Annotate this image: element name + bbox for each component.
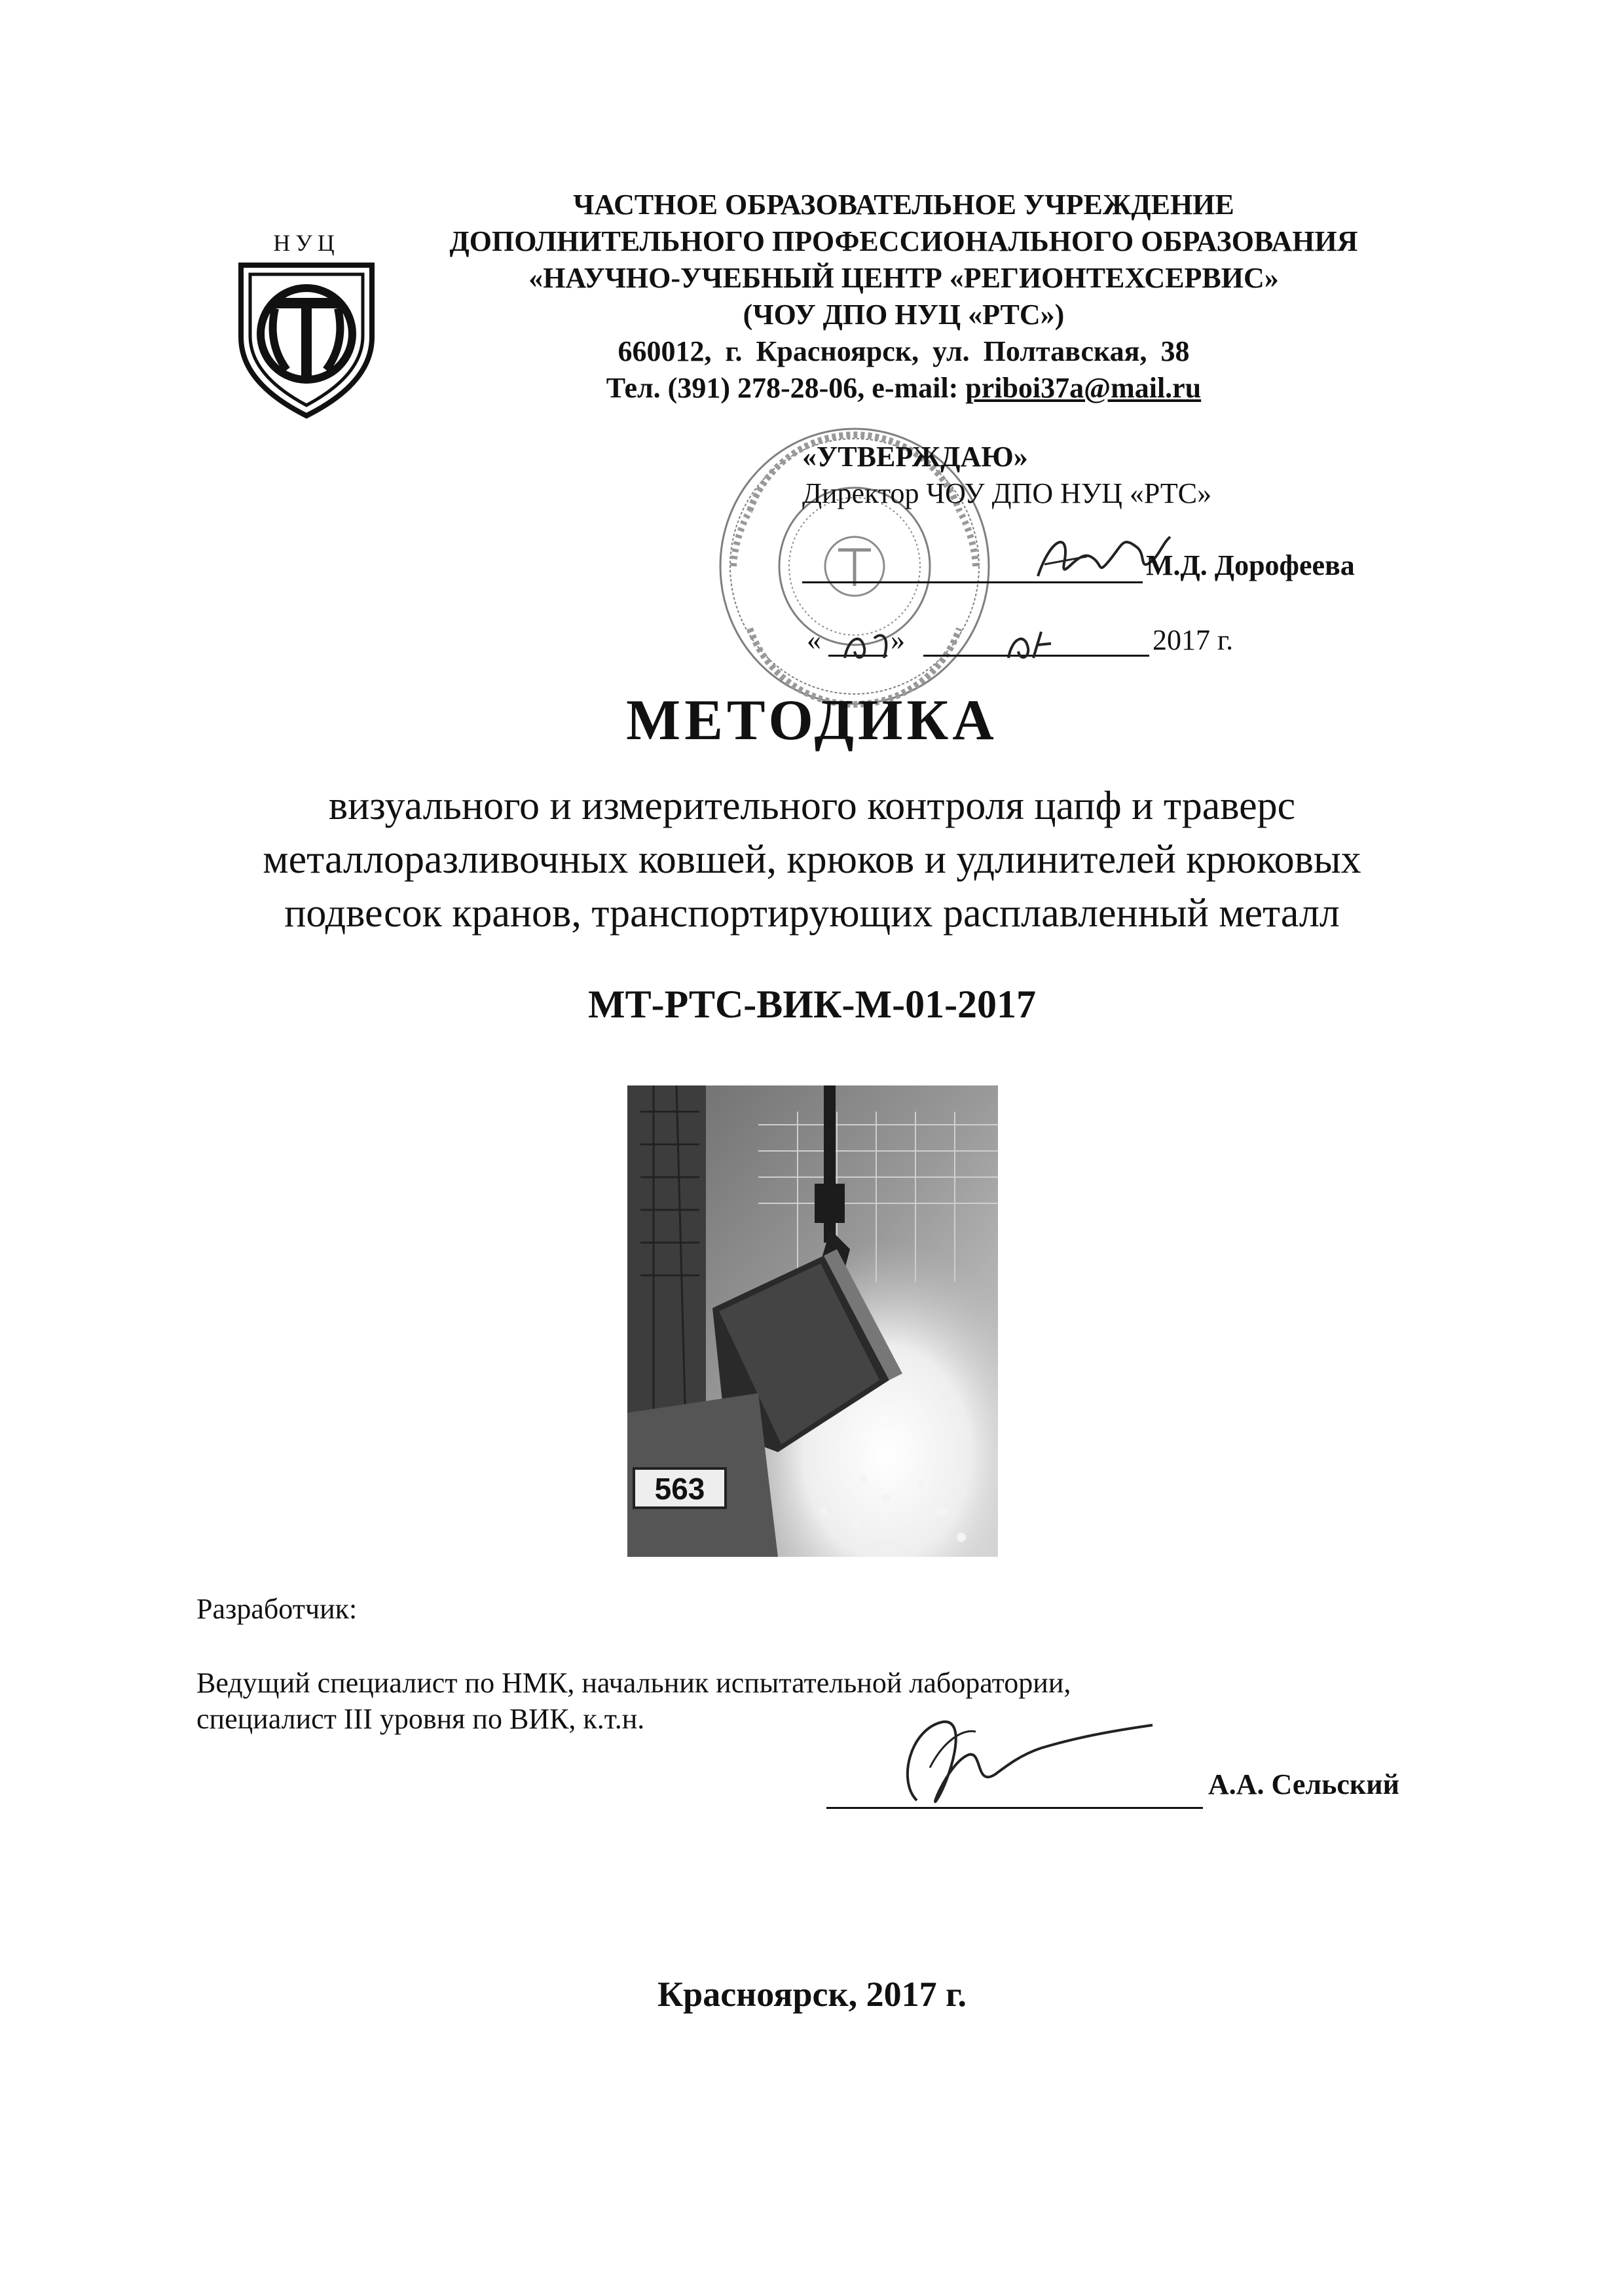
org-line: (ЧОУ ДПО НУЦ «РТС») xyxy=(743,299,1065,331)
org-contacts xyxy=(393,370,1414,407)
document-title: МЕТОДИКА xyxy=(626,689,998,752)
org-line: ЧАСТНОЕ ОБРАЗОВАТЕЛЬНОЕ УЧРЕЖДЕНИЕ xyxy=(573,189,1234,221)
footer-city-year: Красноярск, 2017 г. xyxy=(657,1975,967,2014)
logo-text: НУЦ xyxy=(273,230,340,256)
subtitle-line: металлоразливочных ковшей, крюков и удлинителей крюковых xyxy=(263,837,1361,882)
approval-name: М.Д. Дорофеева xyxy=(1146,549,1355,581)
approval-title: «УТВЕРЖДАЮ» xyxy=(802,441,1028,473)
handwritten-date xyxy=(825,612,1126,671)
org-line: ДОПОЛНИТЕЛЬНОГО ПРОФЕССИОНАЛЬНОГО ОБРАЗОВАНИЯ xyxy=(449,225,1358,257)
approval-year: 2017 г. xyxy=(1153,624,1234,656)
org-email-link[interactable]: priboi37a@mail.ru xyxy=(965,372,1202,404)
org-logo xyxy=(228,226,385,422)
subtitle-line: подвесок кранов, транспортирующих расплавленный металл xyxy=(284,891,1340,936)
document-code: МТ-РТС-ВИК-М-01-2017 xyxy=(587,983,1037,1026)
date-quote-open: « xyxy=(807,624,821,656)
org-line: «НАУЧНО-УЧЕБНЫЙ ЦЕНТР «РЕГИОНТЕХСЕРВИС» xyxy=(528,262,1279,294)
ladle-photo xyxy=(627,1085,998,1557)
document-subtitle xyxy=(196,779,1428,940)
developer-position-line-2: специалист III уровня по ВИК, к.т.н. xyxy=(196,1703,645,1735)
org-address: 660012, г. Красноярск, ул. Полтавская, 38 xyxy=(618,335,1190,367)
developer-label: Разработчик: xyxy=(196,1593,358,1625)
developer-name: А.А. Сельский xyxy=(1208,1768,1399,1800)
org-phone: Тел. (391) 278-28-06, e-mail: xyxy=(606,372,966,404)
date-quote-close: » xyxy=(891,624,905,656)
developer-signature xyxy=(871,1702,1159,1813)
developer-position-line-1: Ведущий специалист по НМК, начальник испытательной лаборатории, xyxy=(196,1667,1071,1699)
approval-position: Директор ЧОУ ДПО НУЦ «РТС» xyxy=(802,477,1212,509)
org-header xyxy=(393,187,1414,407)
subtitle-line: визуального и измерительного контроля цапф и траверс xyxy=(328,784,1296,828)
photo-number-label: 563 xyxy=(654,1472,705,1506)
developer-signature-line xyxy=(826,1807,1203,1809)
